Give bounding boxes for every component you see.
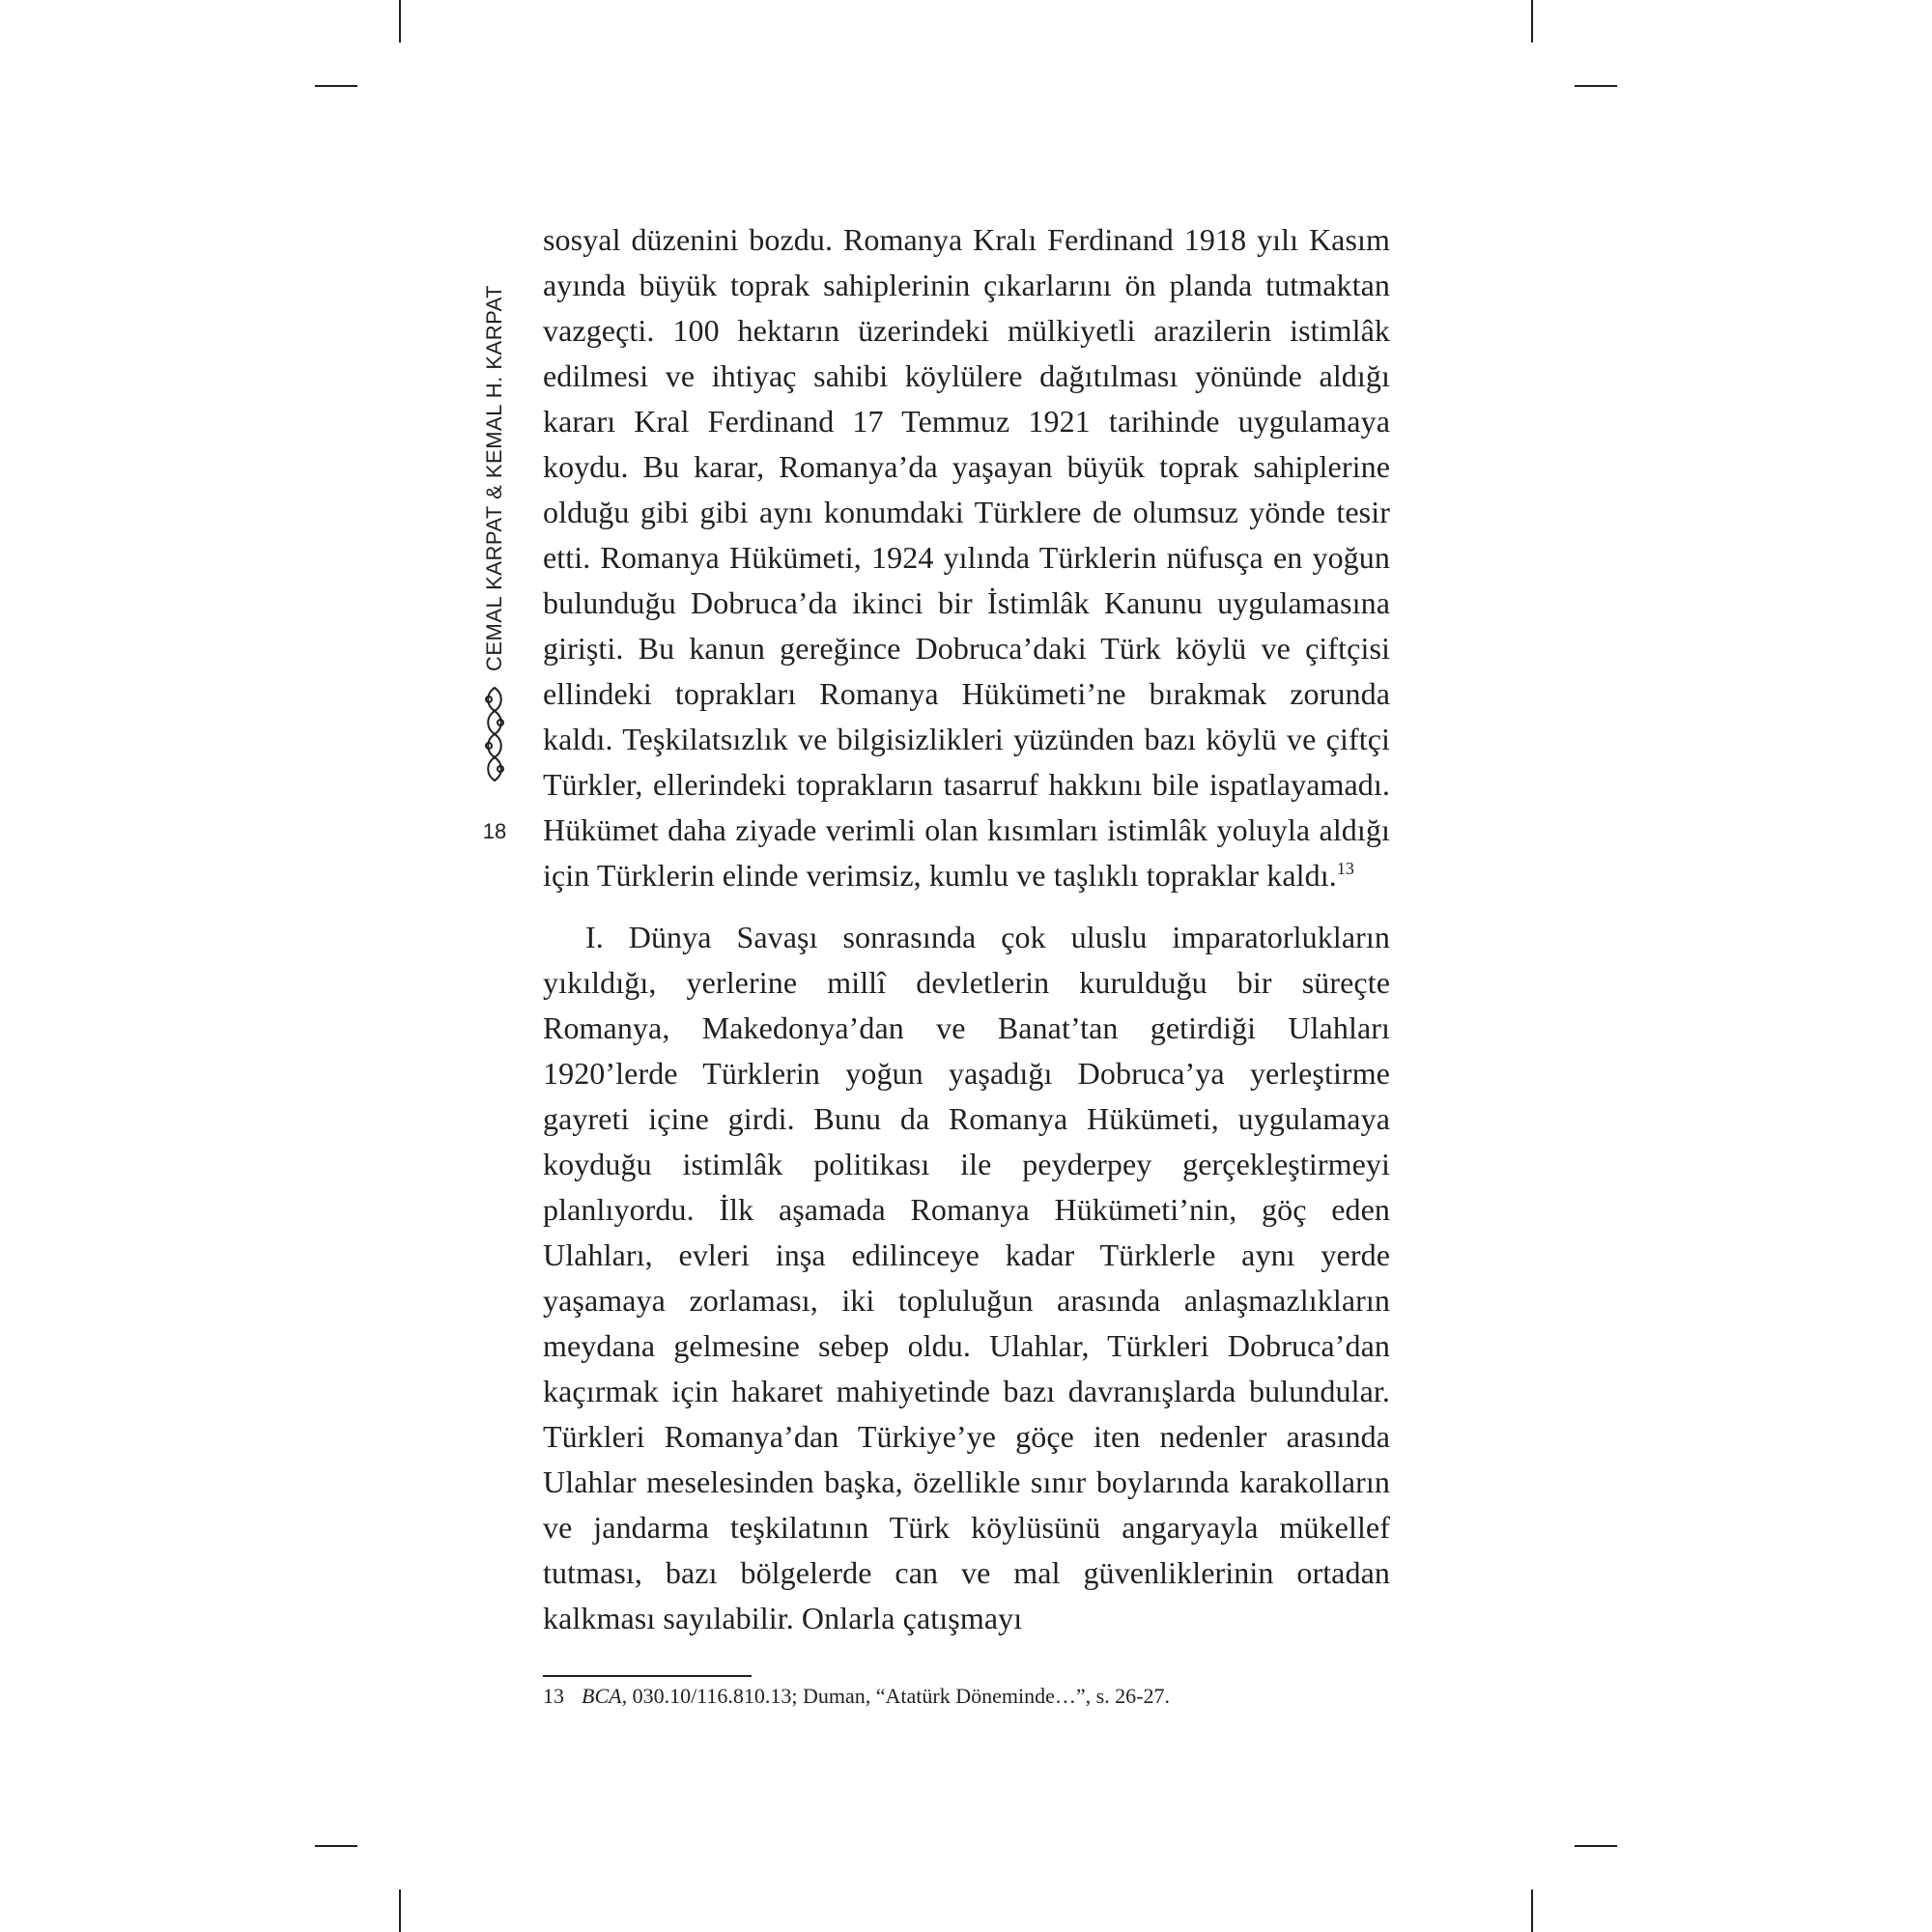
- body-text: [543, 217, 1390, 1641]
- footnote-source: BCA: [582, 1684, 622, 1708]
- crop-mark-top-left-h: [315, 85, 357, 87]
- footnote: [543, 1681, 1390, 1712]
- paragraph-2: [543, 915, 1390, 1641]
- paragraph-1-text: sosyal düzenini bozdu. Romanya Kralı Ferdinand 1918 yılı Kasım ayında büyük toprak sahiplerinin çıkarlarını ön planda tutmaktan vazgeçti. 100 hektarın üzerindeki mülkiyetli arazilerin istimlâk edilmesi ve ihtiyaç sahibi köylülere dağıtılması yönünde aldığı kararı Kral Ferdinand 17 Temmuz 1921 tarihinde uygulamaya koydu. Bu karar, Romanya’da yaşayan büyük toprak sahiplerine olduğu gibi gibi aynı konumdaki Türklere de olumsuz yönde tesir etti. Romanya Hükümeti, 1924 yılında Türklerin nüfusça en yoğun bulunduğu Dobruca’da ikinci bir İstimlâk Kanunu uygulamasına girişti. Bu kanun gereğince Dobruca’daki Türk köylü ve çiftçisi ellindeki toprakları Romanya Hükümeti’ne bırakmak zorunda kaldı. Teşkilatsızlık ve bilgisizlikleri yüzünden bazı köylü ve çiftçi Türkler, ellerindeki toprakların tasarruf hakkını bile ispatlayamadı. Hükümet daha ziyade verimli olan kısımları istimlâk yoluyla aldığı için Türklerin elinde verimsiz, kumlu ve taşlıklı topraklar kaldı.: [543, 222, 1390, 893]
- running-head: [477, 284, 512, 831]
- footnote-reference[interactable]: 13: [1336, 859, 1355, 878]
- paragraph-1: [543, 217, 1390, 898]
- paragraph-2-text: I. Dünya Savaşı sonrasında çok uluslu imparatorlukların yıkıldığı, yerlerine millî devletlerin kurulduğu bir süreçte Romanya, Makedonya’dan ve Banat’tan getirdiği Ulahları 1920’lerde Türklerin yoğun yaşadığı Dobruca’ya yerleştirme gayreti içine girdi. Bunu da Romanya Hükümeti, uygulamaya koyduğu istimlâk politikası ile peyderpey gerçekleştirmeyi planlıyordu. İlk aşamada Romanya Hükümeti’nin, göç eden Ulahları, evleri inşa edilinceye kadar Türklerle aynı yerde yaşamaya zorlaması, iki topluluğun arasında anlaşmazlıkların meydana gelmesine sebep oldu. Ulahlar, Türkleri Dobruca’dan kaçırmak için hakaret mahiyetinde bazı davranışlarda bulundular. Türkleri Romanya’dan Türkiye’ye göçe iten nedenler arasında Ulahlar meselesinden başka, özellikle sınır boylarında karakolların ve jandarma teşkilatının Türk köylüsünü angaryayla mükellef tutması, bazı bölgelerde can ve mal güvenliklerinin ortadan kalkması sayılabilir. Onlarla çatışmayı: [543, 920, 1390, 1635]
- footnote-number: 13: [543, 1684, 564, 1708]
- crop-mark-bottom-left-h: [315, 1845, 357, 1847]
- crop-mark-top-left: [399, 0, 401, 43]
- crop-mark-top-right: [1531, 0, 1533, 43]
- crop-mark-bottom-left: [399, 1889, 401, 1932]
- crop-mark-bottom-right: [1531, 1889, 1533, 1932]
- crop-mark-bottom-right-h: [1575, 1845, 1617, 1847]
- footnote-text: , 030.10/116.810.13; Duman, “Atatürk Döneminde…”, s. 26-27.: [621, 1684, 1170, 1708]
- footnote-divider: [543, 1675, 752, 1677]
- scroll-ornament-icon: [480, 686, 509, 782]
- running-head-title: CEMAL KARPAT & KEMAL H. KARPAT: [482, 284, 506, 671]
- crop-mark-top-right-h: [1575, 85, 1617, 87]
- page-number: 18: [482, 819, 507, 843]
